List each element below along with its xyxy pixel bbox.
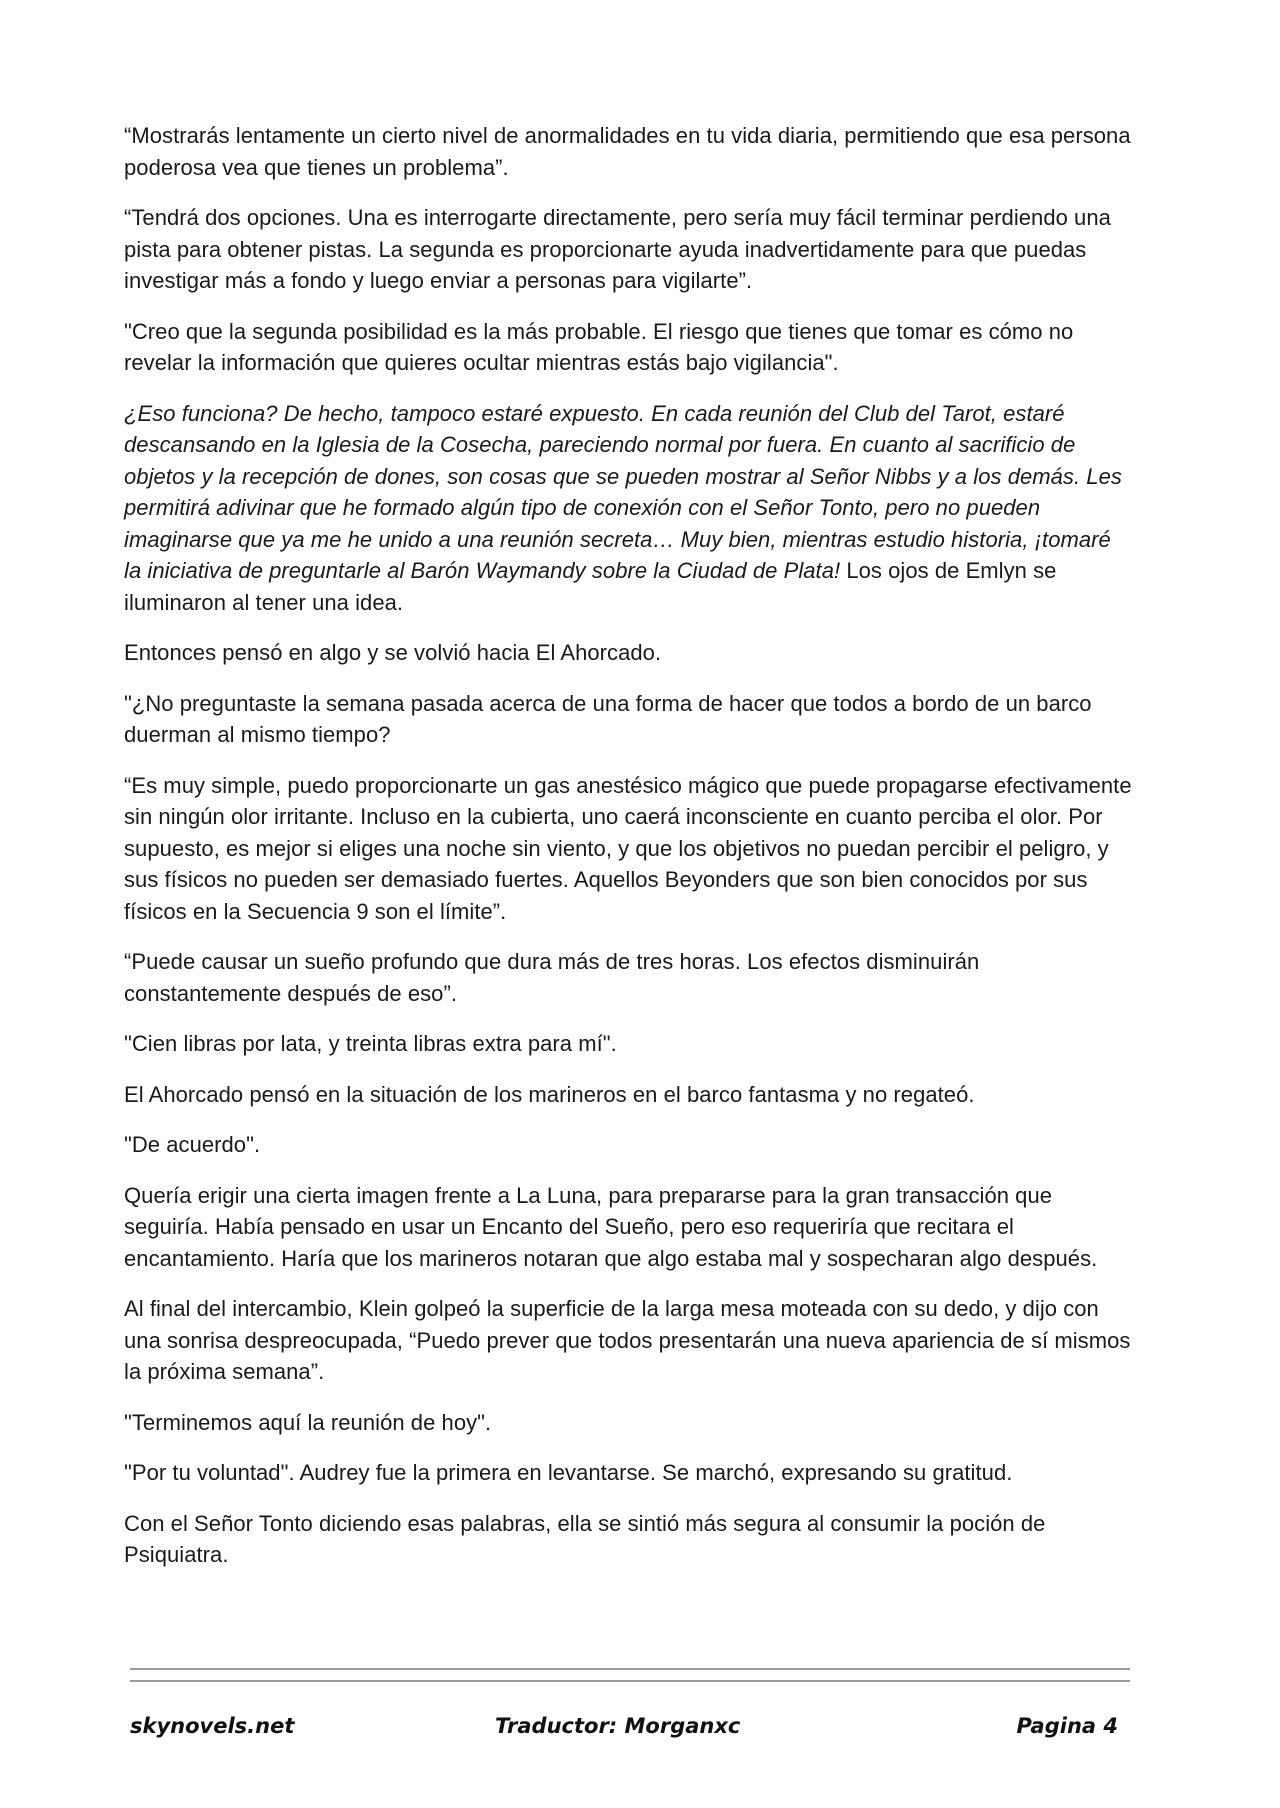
footer-translator: Traductor: Morganxc [495, 1714, 741, 1738]
italic-thought: ¿Eso funciona? De hecho, tampoco estaré expuesto. En cada reunión del Club del Tarot, estaré descansando en la Iglesia de la Cosecha, pareciendo normal por fuera. En cuanto al sacrificio de objetos y la recepción de dones, son cosas que se pueden mostrar al Señor Nibbs y a los demás. Les permitirá adivinar que he formado algún tipo de conexión con el Señor Tonto, pero no pueden imaginarse que ya me he unido a una reunión secreta… Muy bien, mientras estudio historia, ¡tomaré la iniciativa de preguntarle al Barón Waymandy sobre la Ciudad de Plata! [124, 400, 1122, 583]
paragraph: “Es muy simple, puedo proporcionarte un gas anestésico mágico que puede propagarse efectivamente sin ningún olor irritante. Incluso en la cubierta, uno caerá inconsciente en cuanto perciba el olor. Por supuesto, es mejor si eliges una noche sin viento, y que los objetivos no puedan percibir el peligro, y sus físicos no pueden ser demasiado fuertes. Aquellos Beyonders que son bien conocidos por sus físicos en la Secuencia 9 son el límite”. [124, 772, 1132, 924]
paragraph: Al final del intercambio, Klein golpeó la superficie de la larga mesa moteada con su dedo, y dijo con una sonrisa despreocupada, “Puedo prever que todos presentarán una nueva apariencia de sí mismos la próxima semana”. [124, 1296, 1131, 1384]
page-body [124, 120, 1134, 1590]
paragraph: “Tendrá dos opciones. Una es interrogarte directamente, pero sería muy fácil terminar perdiendo una pista para obtener pistas. La segunda es proporcionarte ayuda inadvertidamente para que puedas investigar más a fondo y luego enviar a personas para vigilarte”. [124, 205, 1111, 293]
footer-divider-bottom [130, 1680, 1130, 1682]
paragraph [124, 398, 1134, 619]
paragraph: "Cien libras por lata, y treinta libras extra para mí". [124, 1031, 617, 1056]
paragraph: "De acuerdo". [124, 1132, 261, 1157]
paragraph: Quería erigir una cierta imagen frente a La Luna, para prepararse para la gran transacción que seguiría. Había pensado en usar un Encanto del Sueño, pero eso requeriría que recitara el encantamiento. Haría que los marineros notaran que algo estaba mal y sospecharan algo después. [124, 1182, 1098, 1271]
paragraph: “Mostrarás lentamente un cierto nivel de anormalidades en tu vida diaria, permitiendo que esa persona poderosa vea que tienes un problema”. [124, 123, 1131, 180]
paragraph: "Por tu voluntad". Audrey fue la primera en levantarse. Se marchó, expresando su gratitud. [124, 1460, 1013, 1485]
footer-page-number: Pagina 4 [1016, 1714, 1118, 1738]
paragraph: El Ahorcado pensó en la situación de los marineros en el barco fantasma y no regateó. [124, 1081, 975, 1107]
footer-site: skynovels.net [130, 1714, 295, 1738]
paragraph: "¿No preguntaste la semana pasada acerca de una forma de hacer que todos a bordo de un barco duerman al mismo tiempo? [124, 690, 1092, 747]
paragraph: "Terminemos aquí la reunión de hoy". [124, 1409, 492, 1435]
paragraph: Entonces pensó en algo y se volvió hacia El Ahorcado. [124, 640, 662, 665]
paragraph: Con el Señor Tonto diciendo esas palabras, ella se sintió más segura al consumir la poción de Psiquiatra. [124, 1510, 1046, 1567]
paragraph-continuation: Los ojos de Emlyn se iluminaron al tener una idea. [124, 558, 1057, 615]
paragraph: “Puede causar un sueño profundo que dura más de tres horas. Los efectos disminuirán constantemente después de eso”. [124, 949, 980, 1006]
footer-divider-top [130, 1668, 1130, 1670]
paragraph: "Creo que la segunda posibilidad es la más probable. El riesgo que tienes que tomar es cómo no revelar la información que quieres ocultar mientras estás bajo vigilancia". [124, 318, 1074, 375]
